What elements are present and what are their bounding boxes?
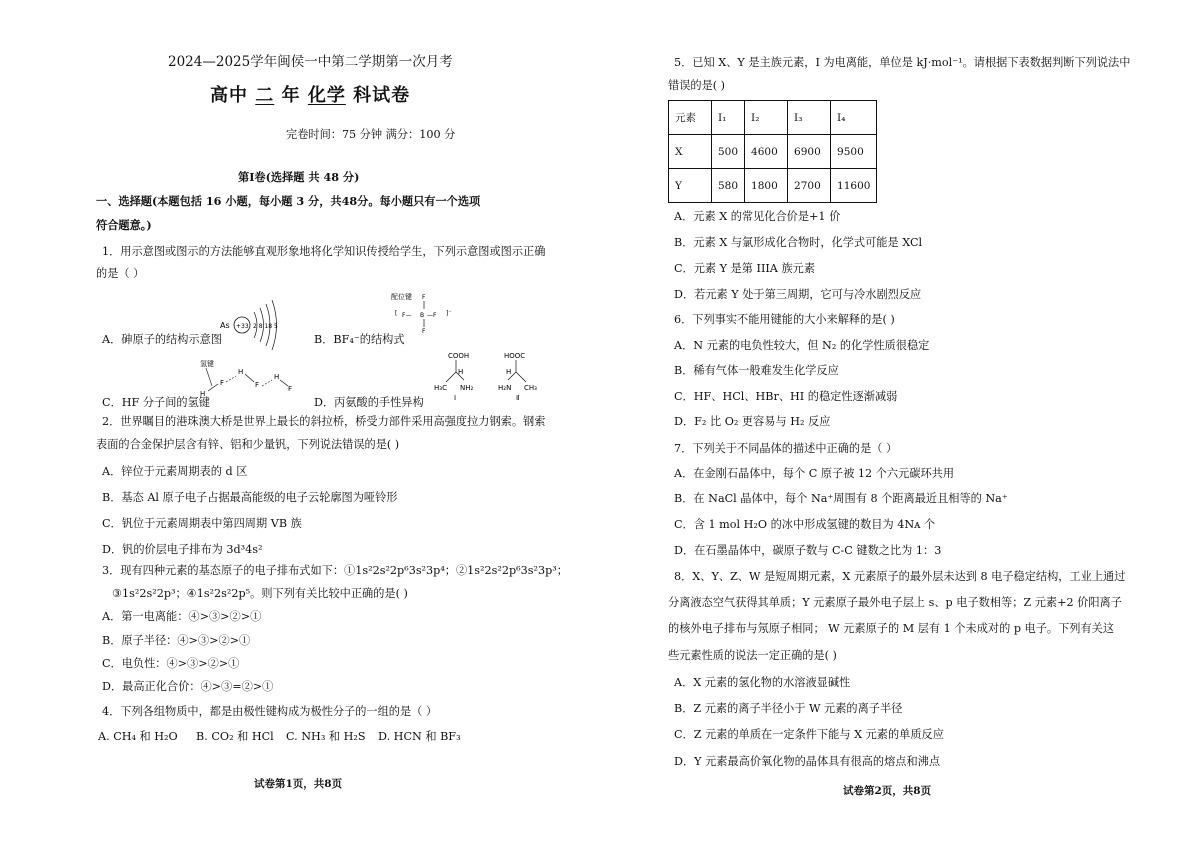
- time-info: 完卷时间：75 分钟 满分：100 分: [286, 128, 456, 141]
- table-row: [669, 135, 877, 169]
- table-header-cell: I₄: [831, 101, 877, 135]
- q1-option-d: D．丙氨酸的手性异构: [314, 396, 424, 409]
- svg-text:F: F: [288, 385, 293, 393]
- table-cell: 6900: [788, 135, 831, 169]
- q8-option-d: D．Y 元素最高价氧化物的晶体具有很高的熔点和沸点: [674, 755, 941, 768]
- q2-option-a: A．锌位于元素周期表的 d 区: [102, 465, 248, 478]
- q5-stem-2: 错误的是( ): [668, 79, 726, 92]
- q5-option-b: B．元素 X 与氯形成化合物时，化学式可能是 XCl: [674, 236, 923, 249]
- table-header-cell: I₂: [745, 101, 788, 135]
- fig-ala-hooc: HOOC: [504, 352, 526, 360]
- q5-option-d: D．若元素 Y 处于第三周期，它可与冷水剧烈反应: [674, 288, 922, 301]
- section-instructions-1: 一、选择题(本题包括 16 小题，每小题 3 分，共48分。每小题只有一个选项: [96, 194, 481, 208]
- svg-text:F—: F—: [402, 312, 412, 319]
- table-cell: Y: [669, 169, 712, 203]
- ionization-energy-table: [668, 100, 877, 203]
- table-cell: 580: [712, 169, 745, 203]
- fig-ala-ii: Ⅱ: [516, 394, 520, 402]
- section-title: 第Ⅰ卷(选择题 共 48 分): [238, 170, 360, 184]
- table-cell: 500: [712, 135, 745, 169]
- q7-option-c: C．含 1 mol H₂O 的冰中形成氢键的数目为 4Nᴀ 个: [674, 518, 936, 531]
- q6-option-d: D．F₂ 比 O₂ 更容易与 H₂ 反应: [674, 415, 831, 428]
- table-cell: 9500: [831, 135, 877, 169]
- q7-stem: 7．下列关于不同晶体的描述中正确的是（ ）: [674, 442, 898, 455]
- q4-option-a: A. CH₄ 和 H₂O: [98, 730, 178, 743]
- page-footer-right: 试卷第2页，共8页: [843, 785, 932, 797]
- q1-option-a: A．砷原子的结构示意图: [102, 333, 222, 346]
- q3-stem-1: 3．现有四种元素的基态原子的电子排布式如下：①1s²2s²2p⁶3s²3p⁴；②1s²2s²2p⁶3s²3p³；: [102, 564, 568, 577]
- q6-stem: 6．下列事实不能用键能的大小来解释的是( ): [674, 313, 895, 326]
- q4-stem: 4．下列各组物质中，都是由极性键构成为极性分子的一组的是（ ）: [102, 705, 438, 718]
- q2-option-b: B．基态 Al 原子电子占据最高能级的电子云轮廓图为哑铃形: [102, 491, 398, 504]
- fig-ala-h2n: H₂N: [498, 384, 512, 392]
- q7-option-d: D．在石墨晶体中，碳原子数与 C-C 键数之比为 1：3: [674, 544, 942, 557]
- q2-option-c: C．钒位于元素周期表中第四周期 VB 族: [102, 517, 302, 530]
- q3-option-c: C．电负性：④>③>②>①: [102, 657, 240, 670]
- q7-option-a: A．在金刚石晶体中，每个 C 原子被 12 个六元碳环共用: [674, 467, 955, 480]
- q8-option-b: B．Z 元素的离子半径小于 W 元素的离子半径: [674, 702, 903, 715]
- arsenic-atom-diagram: [220, 300, 300, 350]
- hf-hydrogen-bond-diagram: [196, 358, 306, 398]
- q4-option-b: B. CO₂ 和 HCl: [196, 730, 274, 743]
- subject-title: 高中 二 年 化学 科试卷: [210, 85, 411, 106]
- table-header-cell: I₁: [712, 101, 745, 135]
- svg-text:H: H: [506, 368, 512, 376]
- fig-ala-nh2: NH₂: [460, 384, 474, 392]
- q6-option-c: C．HF、HCl、HBr、HI 的稳定性逐渐减弱: [674, 390, 898, 403]
- q2-option-d: D．钒的价层电子排布为 3d³4s²: [102, 543, 263, 556]
- svg-text:H: H: [238, 368, 244, 376]
- fig-ala-i: Ⅰ: [454, 394, 457, 402]
- q3-option-b: B．原子半径：④>③>②>①: [102, 634, 251, 647]
- table-row: [669, 169, 877, 203]
- q1-stem-1: 1．用示意图或图示的方法能够直观形象地将化学知识传授给学生，下列示意图或图示正确: [102, 245, 546, 258]
- svg-text:]⁻: ]⁻: [446, 310, 452, 317]
- q5-stem-1: 5．已知 X、Y 是主族元素，I 为电离能，单位是 kJ·mol⁻¹。请根据下表数据判断下列说法中: [674, 56, 1131, 69]
- table-cell: 11600: [831, 169, 877, 203]
- svg-text:F: F: [422, 294, 426, 301]
- section-instructions-2: 符合题意。): [96, 218, 152, 232]
- q6-option-b: B．稀有气体一般难发生化学反应: [674, 364, 839, 377]
- q5-option-a: A．元素 X 的常见化合价是+1 价: [674, 210, 841, 223]
- fig-ala-ch3: CH₃: [524, 384, 537, 392]
- fig-as-shells: 2 8 18 5: [253, 323, 278, 330]
- table-cell: 1800: [745, 169, 788, 203]
- fig-as-nucleus: +33: [236, 323, 249, 330]
- fig-as-label: As: [220, 321, 230, 330]
- svg-text:[: [: [395, 310, 398, 317]
- q1-option-b: B．BF₄⁻的结构式: [314, 333, 405, 346]
- table-header-cell: 元素: [669, 101, 712, 135]
- q8-stem-3: 的核外电子排布与氖原子相同； W 元素原子的 M 层有 1 个未成对的 p 电子。下列有关这: [668, 622, 1115, 635]
- table-cell: 2700: [788, 169, 831, 203]
- q1-option-c: C．HF 分子间的氢键: [102, 396, 210, 409]
- q3-option-d: D．最高正化合价：④>③=②>①: [102, 680, 274, 693]
- q8-option-c: C．Z 元素的单质在一定条件下能与 X 元素的单质反应: [674, 728, 944, 741]
- q5-option-c: C．元素 Y 是第 IIIA 族元素: [674, 262, 816, 275]
- svg-text:H: H: [458, 368, 464, 376]
- q4-option-c: C. NH₃ 和 H₂S: [286, 730, 366, 743]
- q1-stem-2: 的是（ ）: [96, 267, 145, 280]
- q4-option-d: D. HCN 和 BF₃: [378, 730, 461, 743]
- table-cell: 4600: [745, 135, 788, 169]
- q8-option-a: A．X 元素的氢化物的水溶液显碱性: [674, 676, 851, 689]
- q2-stem-1: 2．世界瞩目的港珠澳大桥是世界上最长的斜拉桥，桥受力部件采用高强度拉力钢索。钢索: [102, 415, 546, 428]
- q2-stem-2: 表面的合金保护层含有锌、铝和少量钒，下列说法错误的是( ): [96, 438, 400, 451]
- q8-stem-1: 8．X、Y、Z、W 是短周期元素，X 元素原子的最外层未达到 8 电子稳定结构，工业上通过: [674, 570, 1126, 583]
- table-cell: X: [669, 135, 712, 169]
- q7-option-b: B．在 NaCl 晶体中，每个 Na⁺周围有 8 个距离最近且相等的 Na⁺: [674, 492, 1008, 505]
- fig-ala-h3c: H₃C: [434, 384, 447, 392]
- svg-text:H: H: [200, 390, 206, 398]
- q3-option-a: A．第一电离能：④>③>②>①: [102, 610, 262, 623]
- alanine-chirality-diagram: [432, 350, 552, 400]
- svg-text:F: F: [422, 328, 426, 335]
- svg-text:F: F: [255, 381, 260, 389]
- q8-stem-4: 些元素性质的说法一定正确的是( ): [668, 649, 837, 662]
- svg-text:—F: —F: [427, 312, 437, 319]
- page-footer-left: 试卷第1页，共8页: [254, 778, 343, 790]
- exam-title: 2024—2025学年闽侯一中第二学期第一次月考: [168, 54, 453, 70]
- q6-option-a: A．N 元素的电负性较大，但 N₂ 的化学性质很稳定: [674, 339, 930, 352]
- q8-stem-2: 分离液态空气获得其单质；Y 元素原子最外电子层上 s、p 电子数相等；Z 元素+2 价阳离子: [668, 596, 1122, 609]
- fig-hf-label: 氢键: [200, 360, 214, 368]
- table-header-row: [669, 101, 877, 135]
- fig-bf4-label: 配位键: [391, 293, 412, 301]
- table-header-cell: I₃: [788, 101, 831, 135]
- svg-text:H: H: [274, 373, 280, 381]
- q3-stem-2: ③1s²2s²2p³；④1s²2s²2p⁵。则下列有关比较中正确的是( ): [112, 587, 408, 600]
- fig-ala-cooh: COOH: [448, 352, 470, 360]
- svg-text:F: F: [220, 379, 225, 387]
- svg-text:B: B: [420, 312, 425, 319]
